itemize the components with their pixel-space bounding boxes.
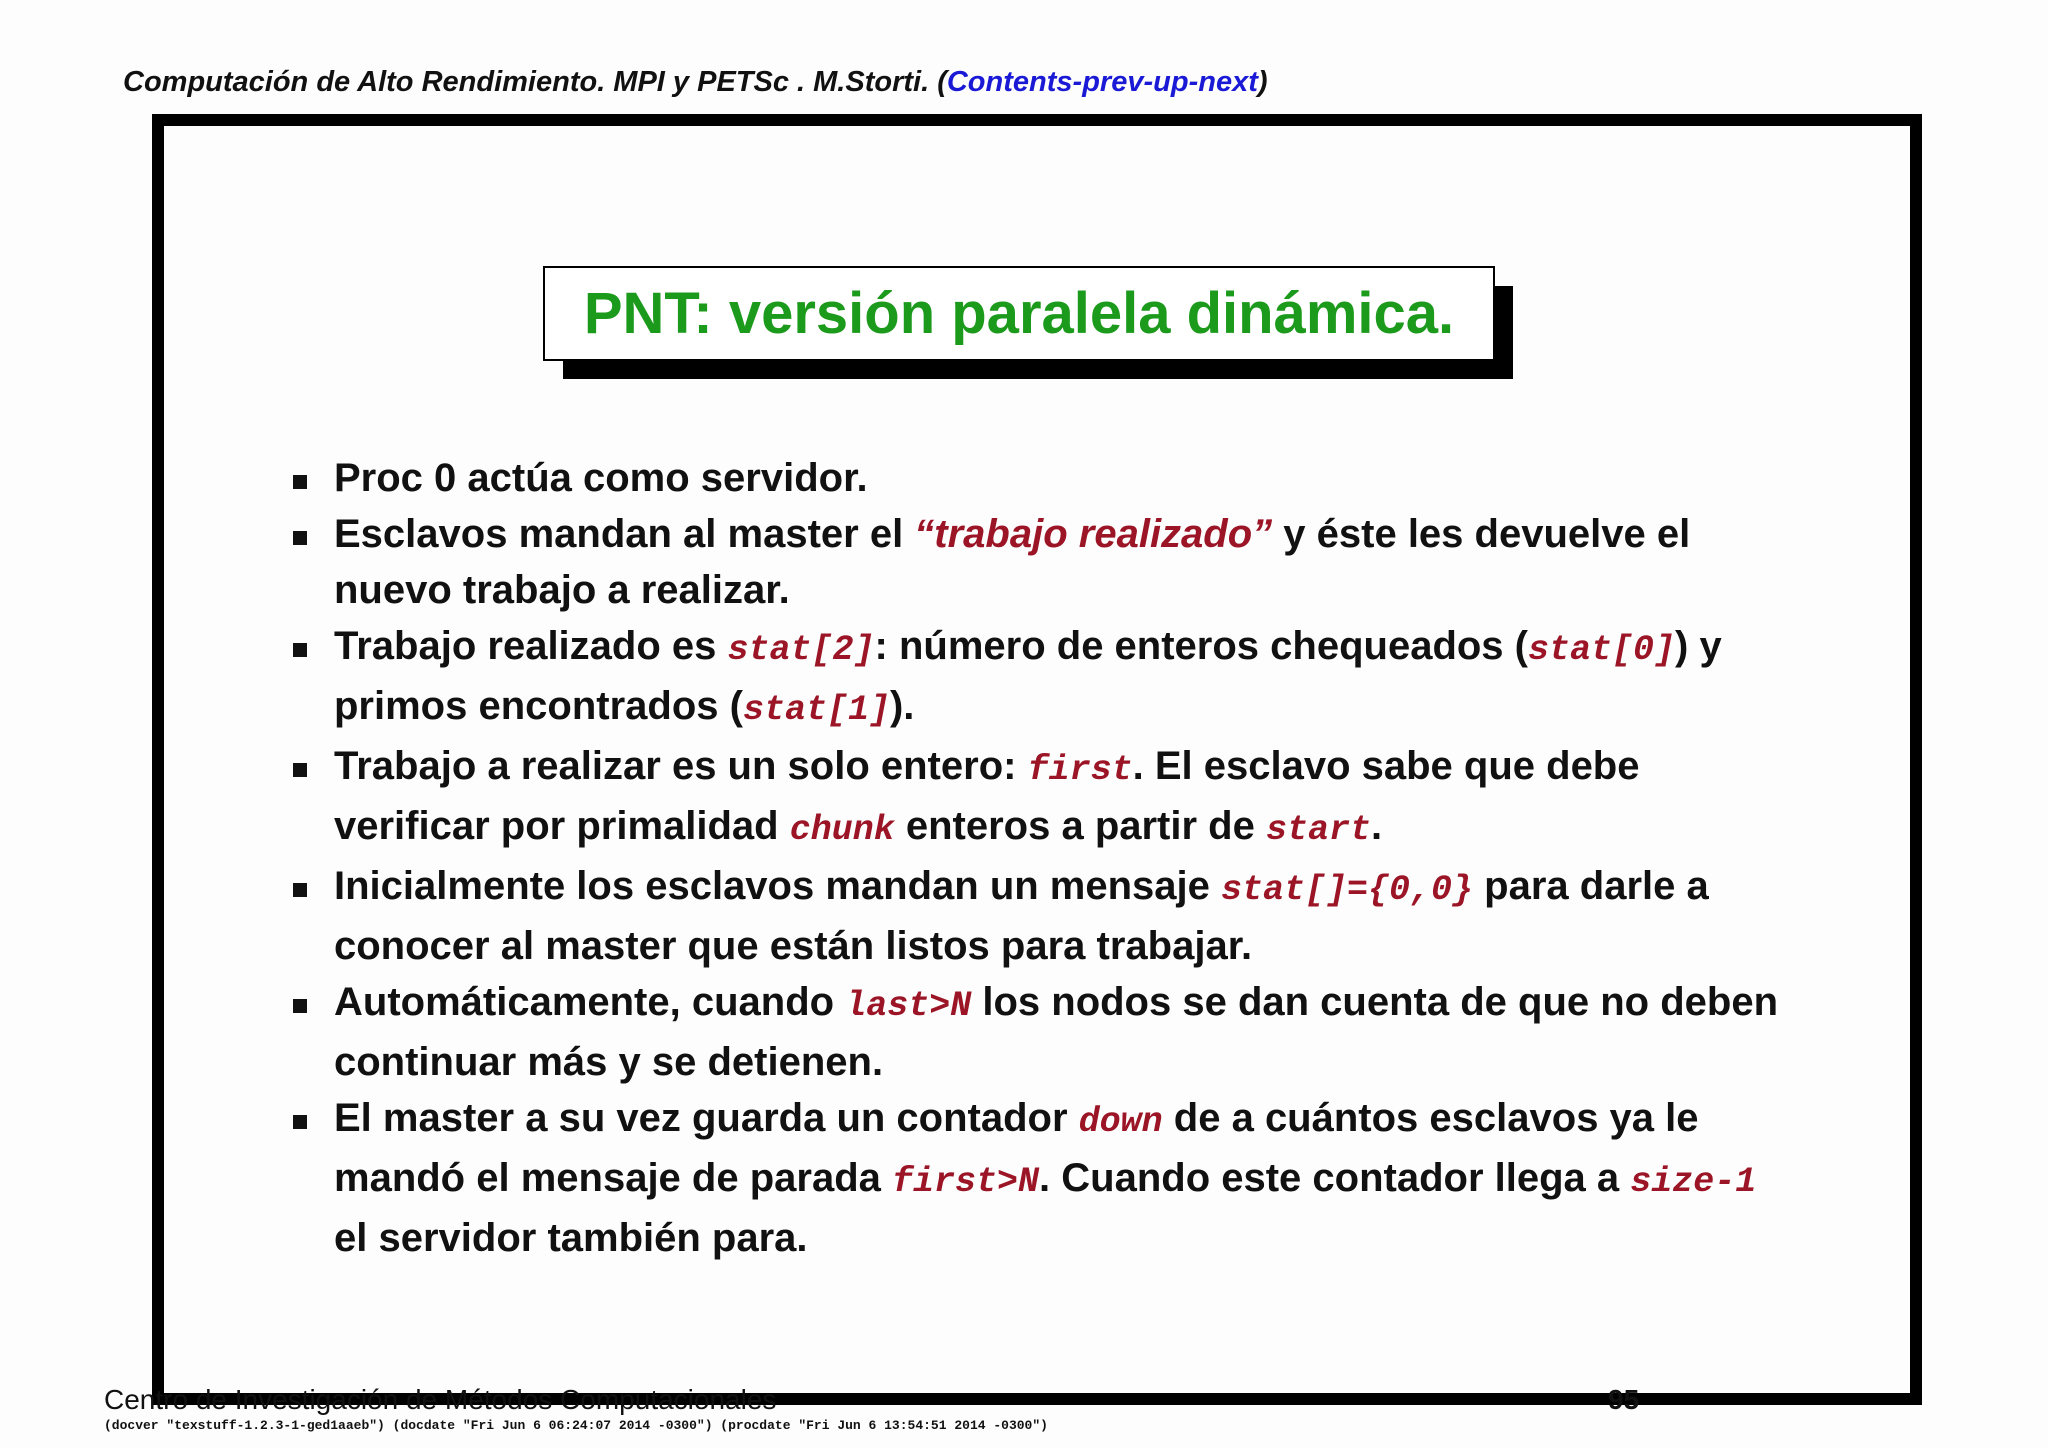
nav-contents-link[interactable]: Contents: [946, 66, 1073, 98]
item-text: los nodos se dan cuenta de que no deben continuar más y se detienen.: [334, 980, 1779, 1084]
list-item: [334, 858, 1794, 974]
header-close-paren: ): [1257, 66, 1268, 98]
slide-title: PNT: versión paralela dinámica.: [543, 266, 1495, 361]
nav-separator: -: [1188, 66, 1199, 98]
nav-separator: -: [1143, 66, 1154, 98]
item-text: . Cuando este contador llega a: [1039, 1156, 1631, 1200]
footer-meta: (docver "texstuff-1.2.3-1-ged1aaeb") (docdate "Fri Jun 6 06:24:07 2014 -0300") (procdate "Fri Jun 6 13:54:51 2014 -0300"): [104, 1418, 1048, 1433]
item-text: Automáticamente, cuando: [334, 980, 846, 1024]
code-term: size-1: [1630, 1162, 1757, 1202]
item-text: : número de enteros chequeados (: [874, 624, 1528, 668]
page-number: 95: [1608, 1384, 1640, 1415]
footer-institution: Centro de Investigación de Métodos Computacionales: [104, 1384, 777, 1415]
list-item: [334, 506, 1794, 618]
item-text: el servidor también para.: [334, 1216, 808, 1260]
item-text: .: [1371, 804, 1383, 848]
list-item: [334, 618, 1794, 738]
item-text: Trabajo realizado es: [334, 624, 728, 668]
item-text: Esclavos mandan al master el: [334, 512, 915, 556]
running-header: [123, 66, 1268, 99]
list-item: [334, 738, 1794, 858]
code-term: first: [1027, 750, 1133, 790]
code-term: start: [1265, 810, 1371, 850]
emphasis-text: “trabajo realizado”: [914, 512, 1273, 556]
nav-next-link[interactable]: next: [1198, 66, 1258, 98]
item-text: enteros a partir de: [894, 804, 1266, 848]
code-term: stat[0]: [1528, 630, 1676, 670]
list-item: [334, 1090, 1794, 1266]
item-text: Trabajo a realizar es un solo entero:: [334, 744, 1028, 788]
item-text: de a cuántos esclavos ya le mandó el mensaje de parada: [334, 1096, 1699, 1200]
item-text: Inicialmente los esclavos mandan un mensaje: [334, 864, 1222, 908]
code-term: chunk: [789, 810, 895, 850]
list-item: [334, 974, 1794, 1090]
slide-title-box: [543, 266, 1495, 361]
code-term: stat[2]: [727, 630, 875, 670]
code-term: first>N: [892, 1162, 1040, 1202]
code-term: stat[]={0,0}: [1221, 870, 1474, 910]
item-text: para darle a conocer al master que están listos para trabajar.: [334, 864, 1709, 968]
item-text: Proc 0 actúa como servidor.: [334, 456, 868, 500]
code-term: down: [1078, 1102, 1163, 1142]
code-term: stat[1]: [742, 690, 890, 730]
item-text: El master a su vez guarda un contador: [334, 1096, 1079, 1140]
item-text: ).: [889, 684, 915, 728]
item-text: y éste les devuelve el nuevo trabajo a realizar.: [334, 512, 1691, 612]
list-item: [334, 450, 1794, 506]
nav-up-link[interactable]: up: [1153, 66, 1189, 98]
nav-separator: -: [1072, 66, 1083, 98]
header-title: Computación de Alto Rendimiento. MPI y PETSc . M.Storti. (: [123, 66, 947, 98]
item-text: ) y primos encontrados (: [334, 624, 1722, 728]
bullet-list: [334, 450, 1794, 1266]
item-text: . El esclavo sabe que debe verificar por primalidad: [334, 744, 1640, 848]
code-term: last>N: [845, 986, 972, 1026]
nav-prev-link[interactable]: prev: [1082, 66, 1144, 98]
